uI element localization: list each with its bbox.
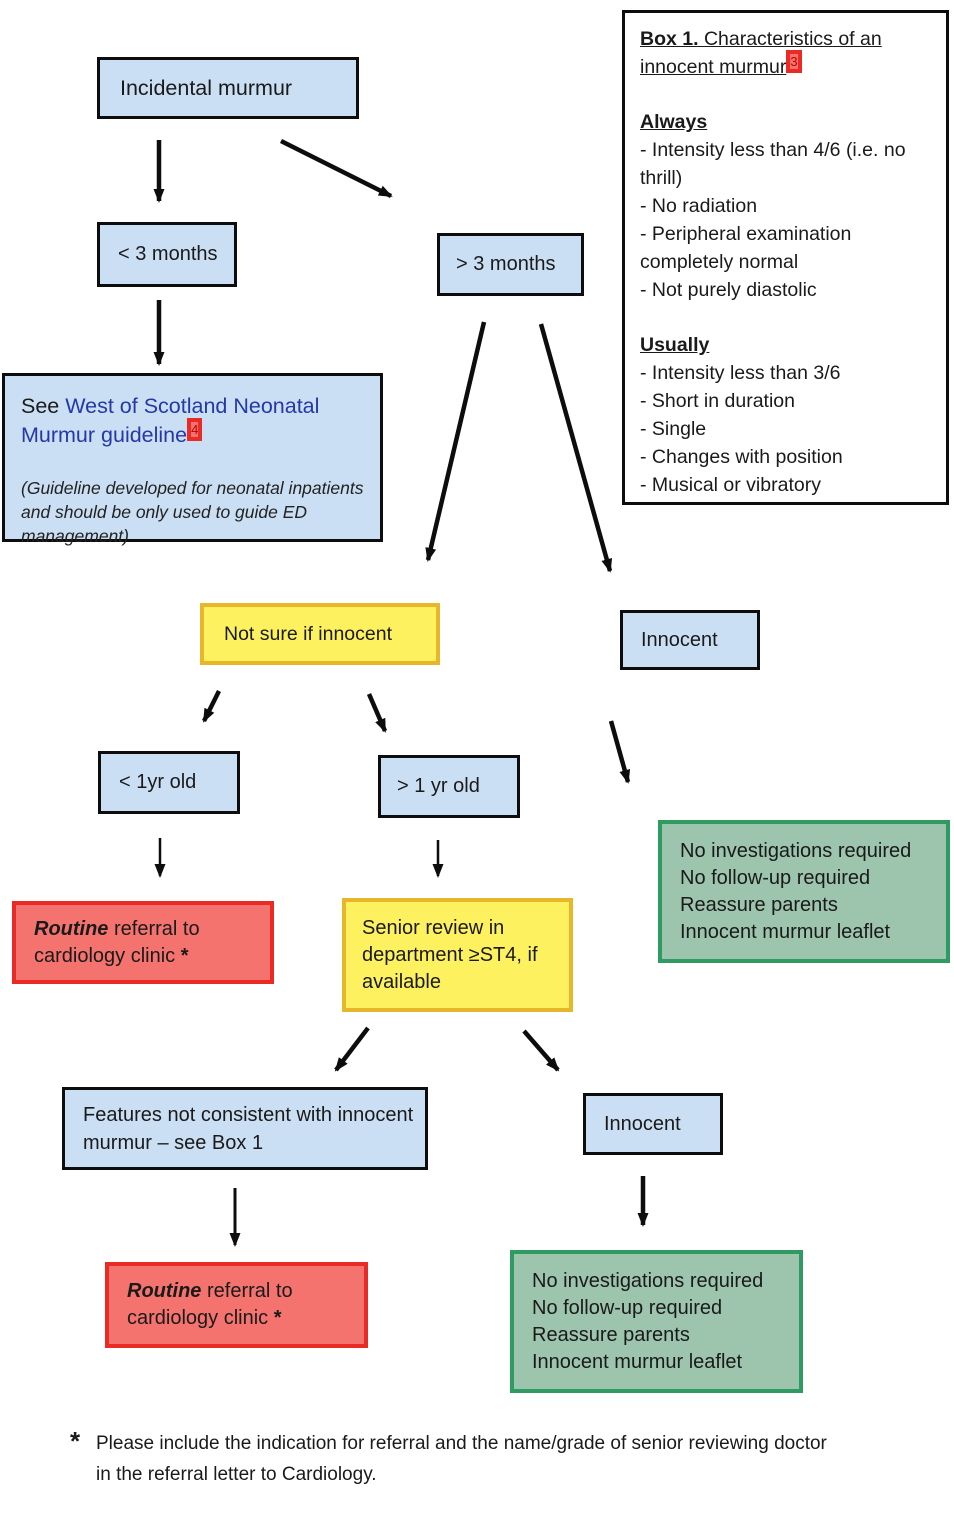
arrow-incidental-to-over3m	[281, 141, 391, 196]
node-incidental-murmur	[97, 57, 359, 119]
node-not-sure-label: Not sure if innocent	[224, 622, 393, 645]
box1-always-heading: Always	[640, 111, 708, 133]
box1-superscript: 3	[786, 50, 801, 73]
routine-referral-2-text	[127, 1278, 354, 1332]
referral-rest: referral to cardiology clinic	[34, 917, 200, 967]
arrow-over3m-to-notsure	[428, 322, 484, 560]
node-under-1yr	[98, 751, 240, 814]
outcome-line: No follow-up required	[532, 1296, 723, 1319]
footnote-asterisk: *	[70, 1426, 81, 1456]
node-outcome-innocent-2	[510, 1250, 803, 1393]
referral-asterisk: *	[273, 1307, 282, 1329]
box1-always-item: - Intensity less than 4/6 (i.e. no thrill)	[640, 139, 906, 189]
node-under-3-months	[97, 222, 237, 287]
outcome-line: Innocent murmur leaflet	[680, 920, 891, 943]
arrow-over3m-to-innocent	[541, 324, 610, 571]
node-innocent-1	[620, 610, 760, 670]
arrow-innocent1-to-outcome	[611, 721, 628, 782]
box1-usually-item: - Changes with position	[640, 446, 843, 468]
referral-rest: referral to cardiology clinic	[127, 1280, 293, 1329]
box1-usually-heading: Usually	[640, 334, 710, 356]
node-incidental-murmur-label: Incidental murmur	[120, 75, 293, 100]
box1-title-bold: Box 1.	[640, 28, 699, 50]
guideline-superscript: 4	[187, 418, 202, 441]
box1-title	[640, 25, 931, 81]
routine-referral-1-text	[34, 916, 260, 970]
node-routine-referral-2	[105, 1262, 368, 1348]
arrow-senior-to-features	[336, 1028, 368, 1070]
outcome-line: No investigations required	[680, 839, 912, 862]
guideline-text	[21, 392, 364, 450]
outcome-line: Reassure parents	[532, 1323, 690, 1346]
node-innocent-1-label: Innocent	[641, 628, 718, 651]
node-senior-review-label: Senior review in department ≥ST4, if available	[362, 916, 538, 993]
box1-title-rest: Characteristics of an innocent murmur	[640, 28, 882, 78]
arrow-senior-to-innocent2	[524, 1031, 558, 1070]
node-over-1yr	[378, 755, 520, 818]
node-features-not-consistent	[62, 1087, 428, 1170]
outcome-line: Innocent murmur leaflet	[532, 1350, 743, 1373]
node-under-3-months-label: < 3 months	[118, 243, 218, 265]
guideline-link[interactable]: West of Scotland Neonatal Murmur guideline	[21, 394, 320, 447]
box1-usually-item: - Musical or vibratory	[640, 474, 821, 496]
node-over-3-months-label: > 3 months	[456, 253, 556, 275]
node-not-sure-if-innocent	[200, 603, 440, 665]
footnote-text: Please include the indication for referral and the name/grade of senior reviewing doctor in the referral letter to Cardiology.	[96, 1433, 827, 1485]
node-outcome-innocent-1	[658, 820, 950, 963]
box1-always-item: - No radiation	[640, 195, 758, 217]
node-under-1yr-label: < 1yr old	[119, 771, 197, 793]
guideline-note: (Guideline developed for neonatal inpatients and should be only used to guide ED management)	[21, 478, 364, 546]
arrow-notsure-to-over1yr	[369, 694, 385, 731]
guideline-prefix: See	[21, 394, 66, 418]
box1-always-item: - Peripheral examination completely normal	[640, 223, 852, 273]
node-over-1yr-label: > 1 yr old	[397, 775, 480, 797]
outcome-line: No investigations required	[532, 1269, 764, 1292]
box1-usually-item: - Short in duration	[640, 390, 796, 412]
routine-word: Routine	[127, 1280, 202, 1302]
outcome-line: Reassure parents	[680, 893, 838, 916]
routine-word: Routine	[34, 917, 109, 940]
box1-usually-item: - Single	[640, 418, 707, 440]
box1-always-item: - Not purely diastolic	[640, 279, 817, 301]
outcome-line: No follow-up required	[680, 866, 871, 889]
box1-characteristics	[622, 10, 949, 505]
footnote	[70, 1428, 870, 1490]
node-senior-review	[342, 898, 573, 1012]
node-features-label: Features not consistent with innocent murmur – see Box 1	[83, 1103, 414, 1154]
referral-asterisk: *	[180, 944, 189, 967]
arrow-notsure-to-under1yr	[204, 691, 219, 721]
node-over-3-months	[437, 233, 584, 296]
node-neonatal-guideline	[2, 373, 383, 546]
node-routine-referral-1	[12, 901, 274, 984]
node-innocent-2-label: Innocent	[604, 1112, 681, 1135]
box1-usually-item: - Intensity less than 3/6	[640, 362, 841, 384]
node-innocent-2	[583, 1093, 723, 1155]
